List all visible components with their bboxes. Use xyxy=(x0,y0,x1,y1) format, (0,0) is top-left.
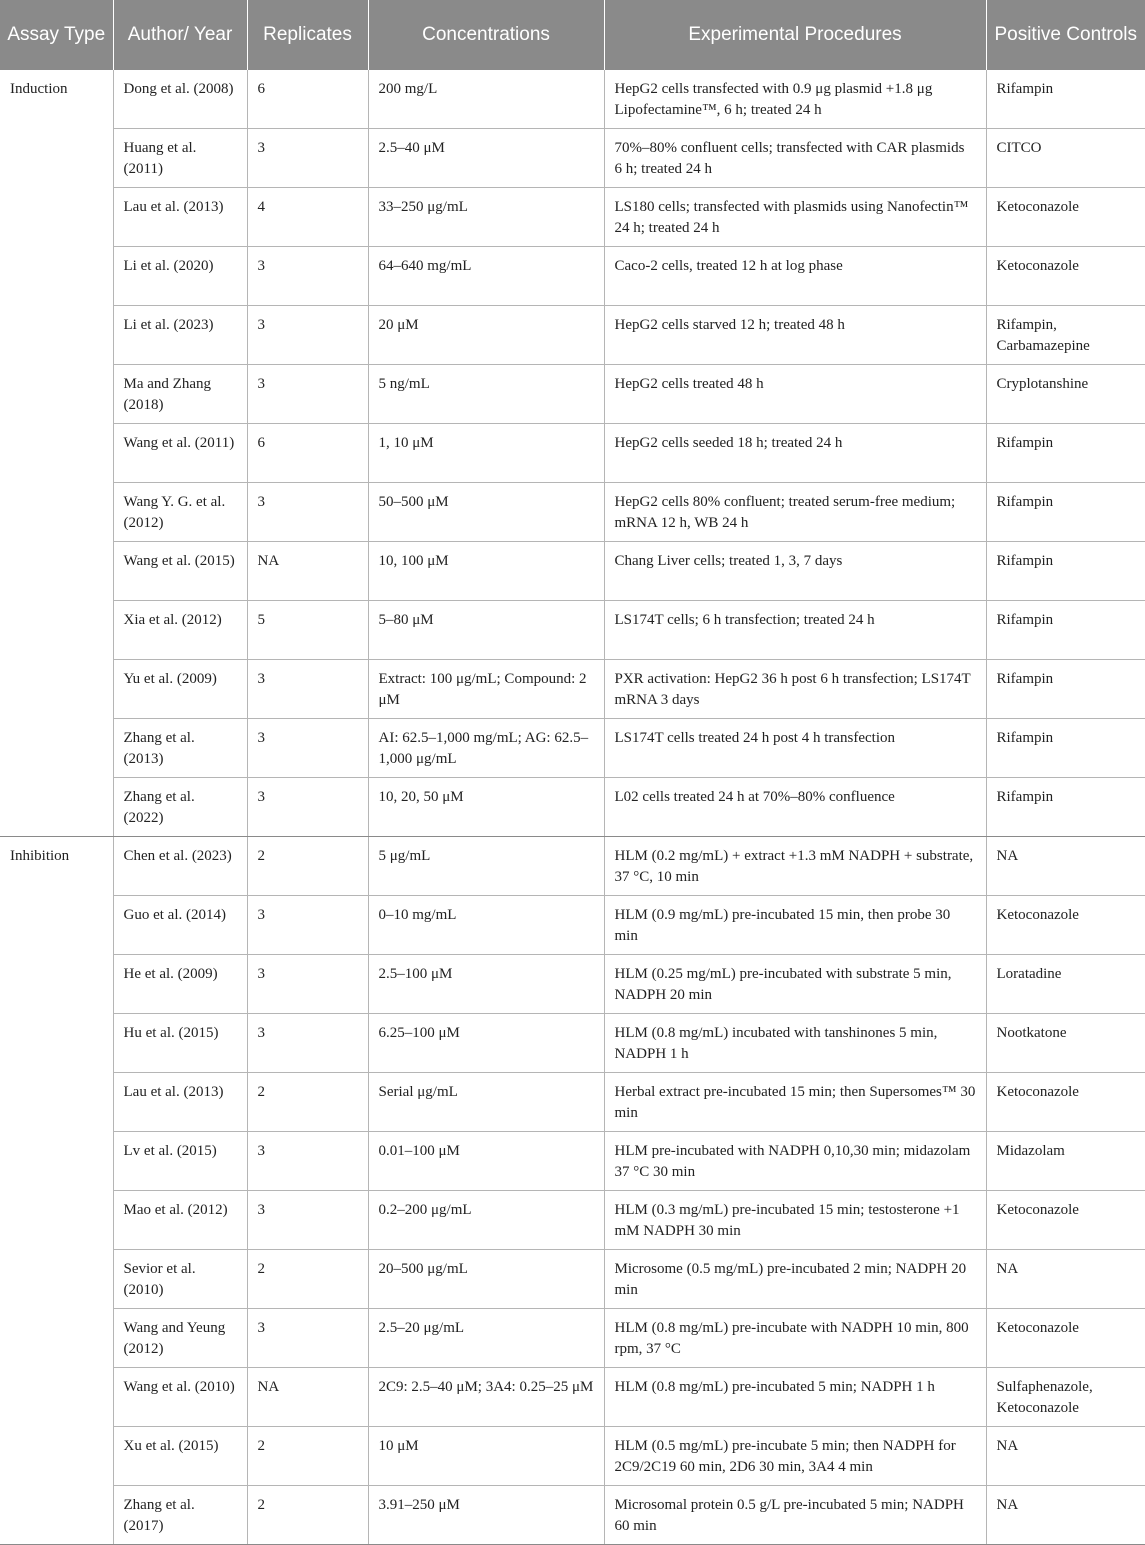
concentrations-cell: 0–10 mg/mL xyxy=(368,896,604,955)
controls-cell: Ketoconazole xyxy=(986,1191,1145,1250)
author-cell: Zhang et al. (2022) xyxy=(113,778,247,837)
procedures-cell: HepG2 cells transfected with 0.9 μg plasmid +1.8 μg Lipofectamine™, 6 h; treated 24 h xyxy=(604,70,986,129)
concentrations-cell: 3.91–250 μM xyxy=(368,1486,604,1545)
author-cell: Lau et al. (2013) xyxy=(113,1073,247,1132)
replicates-cell: 3 xyxy=(247,1014,368,1073)
controls-cell: Rifampin xyxy=(986,483,1145,542)
procedures-cell: HLM (0.5 mg/mL) pre-incubate 5 min; then NADPH for 2C9/2C19 60 min, 2D6 30 min, 3A4 4 min xyxy=(604,1427,986,1486)
author-cell: Wang and Yeung (2012) xyxy=(113,1309,247,1368)
procedures-cell: L02 cells treated 24 h at 70%–80% confluence xyxy=(604,778,986,837)
author-cell: Li et al. (2020) xyxy=(113,247,247,306)
procedures-cell: HepG2 cells treated 48 h xyxy=(604,365,986,424)
header-author-year: Author/ Year xyxy=(113,0,247,70)
replicates-cell: NA xyxy=(247,542,368,601)
concentrations-cell: 64–640 mg/mL xyxy=(368,247,604,306)
controls-cell: NA xyxy=(986,837,1145,896)
concentrations-cell: 2.5–20 μg/mL xyxy=(368,1309,604,1368)
concentrations-cell: 5 μg/mL xyxy=(368,837,604,896)
author-cell: Wang et al. (2010) xyxy=(113,1368,247,1427)
replicates-cell: 3 xyxy=(247,896,368,955)
table-row xyxy=(0,483,1145,542)
header-assay-type: Assay Type xyxy=(0,0,113,70)
table-header xyxy=(0,0,1145,70)
controls-cell: Rifampin xyxy=(986,601,1145,660)
procedures-cell: HLM (0.8 mg/mL) pre-incubated 5 min; NADPH 1 h xyxy=(604,1368,986,1427)
header-experimental-procedures: Experimental Procedures xyxy=(604,0,986,70)
assay-type-cell: Inhibition xyxy=(0,837,113,1545)
procedures-cell: Microsome (0.5 mg/mL) pre-incubated 2 min; NADPH 20 min xyxy=(604,1250,986,1309)
author-cell: Yu et al. (2009) xyxy=(113,660,247,719)
procedures-cell: HLM (0.25 mg/mL) pre-incubated with substrate 5 min, NADPH 20 min xyxy=(604,955,986,1014)
table-row xyxy=(0,542,1145,601)
replicates-cell: 2 xyxy=(247,1427,368,1486)
author-cell: Xu et al. (2015) xyxy=(113,1427,247,1486)
replicates-cell: 3 xyxy=(247,306,368,365)
procedures-cell: Microsomal protein 0.5 g/L pre-incubated 5 min; NADPH 60 min xyxy=(604,1486,986,1545)
header-replicates: Replicates xyxy=(247,0,368,70)
table-row xyxy=(0,837,1145,896)
controls-cell: Cryplotanshine xyxy=(986,365,1145,424)
author-cell: Lv et al. (2015) xyxy=(113,1132,247,1191)
replicates-cell: NA xyxy=(247,1368,368,1427)
concentrations-cell: 5–80 μM xyxy=(368,601,604,660)
replicates-cell: 2 xyxy=(247,837,368,896)
concentrations-cell: 6.25–100 μM xyxy=(368,1014,604,1073)
author-cell: Huang et al. (2011) xyxy=(113,129,247,188)
procedures-cell: HLM (0.2 mg/mL) + extract +1.3 mM NADPH + substrate, 37 °C, 10 min xyxy=(604,837,986,896)
replicates-cell: 3 xyxy=(247,247,368,306)
controls-cell: Rifampin, Carbamazepine xyxy=(986,306,1145,365)
author-cell: Zhang et al. (2017) xyxy=(113,1486,247,1545)
table-row xyxy=(0,778,1145,837)
assay-type-cell: Induction xyxy=(0,70,113,837)
concentrations-cell: 200 mg/L xyxy=(368,70,604,129)
procedures-cell: 70%–80% confluent cells; transfected with CAR plasmids 6 h; treated 24 h xyxy=(604,129,986,188)
replicates-cell: 3 xyxy=(247,129,368,188)
table-row xyxy=(0,129,1145,188)
controls-cell: Rifampin xyxy=(986,424,1145,483)
concentrations-cell: 20–500 μg/mL xyxy=(368,1250,604,1309)
author-cell: Li et al. (2023) xyxy=(113,306,247,365)
controls-cell: Rifampin xyxy=(986,542,1145,601)
table-row xyxy=(0,365,1145,424)
procedures-cell: LS180 cells; transfected with plasmids using Nanofectin™ 24 h; treated 24 h xyxy=(604,188,986,247)
table-row xyxy=(0,424,1145,483)
author-cell: Chen et al. (2023) xyxy=(113,837,247,896)
author-cell: Xia et al. (2012) xyxy=(113,601,247,660)
author-cell: Wang et al. (2011) xyxy=(113,424,247,483)
table-row xyxy=(0,896,1145,955)
concentrations-cell: 10, 100 μM xyxy=(368,542,604,601)
author-cell: Dong et al. (2008) xyxy=(113,70,247,129)
controls-cell: Nootkatone xyxy=(986,1014,1145,1073)
author-cell: Zhang et al. (2013) xyxy=(113,719,247,778)
controls-cell: Ketoconazole xyxy=(986,1073,1145,1132)
concentrations-cell: Extract: 100 μg/mL; Compound: 2 μM xyxy=(368,660,604,719)
replicates-cell: 3 xyxy=(247,1191,368,1250)
procedures-cell: Herbal extract pre-incubated 15 min; then Supersomes™ 30 min xyxy=(604,1073,986,1132)
table-row xyxy=(0,1132,1145,1191)
replicates-cell: 3 xyxy=(247,955,368,1014)
controls-cell: Ketoconazole xyxy=(986,1309,1145,1368)
concentrations-cell: 10, 20, 50 μM xyxy=(368,778,604,837)
controls-cell: Ketoconazole xyxy=(986,188,1145,247)
replicates-cell: 5 xyxy=(247,601,368,660)
replicates-cell: 6 xyxy=(247,70,368,129)
replicates-cell: 3 xyxy=(247,719,368,778)
concentrations-cell: 2.5–100 μM xyxy=(368,955,604,1014)
author-cell: Wang Y. G. et al. (2012) xyxy=(113,483,247,542)
table-row xyxy=(0,1250,1145,1309)
procedures-cell: PXR activation: HepG2 36 h post 6 h transfection; LS174T mRNA 3 days xyxy=(604,660,986,719)
concentrations-cell: 20 μM xyxy=(368,306,604,365)
table-row xyxy=(0,1486,1145,1545)
table-row xyxy=(0,70,1145,129)
replicates-cell: 3 xyxy=(247,660,368,719)
procedures-cell: Caco-2 cells, treated 12 h at log phase xyxy=(604,247,986,306)
controls-cell: Sulfaphenazole, Ketoconazole xyxy=(986,1368,1145,1427)
replicates-cell: 3 xyxy=(247,365,368,424)
table-body xyxy=(0,70,1145,1545)
controls-cell: Midazolam xyxy=(986,1132,1145,1191)
replicates-cell: 4 xyxy=(247,188,368,247)
controls-cell: Ketoconazole xyxy=(986,896,1145,955)
author-cell: Hu et al. (2015) xyxy=(113,1014,247,1073)
author-cell: Lau et al. (2013) xyxy=(113,188,247,247)
controls-cell: Rifampin xyxy=(986,70,1145,129)
procedures-cell: HepG2 cells starved 12 h; treated 48 h xyxy=(604,306,986,365)
table-row xyxy=(0,1368,1145,1427)
procedures-cell: HLM pre-incubated with NADPH 0,10,30 min; midazolam 37 °C 30 min xyxy=(604,1132,986,1191)
procedures-cell: HLM (0.8 mg/mL) incubated with tanshinones 5 min, NADPH 1 h xyxy=(604,1014,986,1073)
concentrations-cell: 33–250 μg/mL xyxy=(368,188,604,247)
table-row xyxy=(0,719,1145,778)
controls-cell: NA xyxy=(986,1427,1145,1486)
table-row xyxy=(0,247,1145,306)
procedures-cell: LS174T cells; 6 h transfection; treated 24 h xyxy=(604,601,986,660)
header-row xyxy=(0,0,1145,70)
table-row xyxy=(0,306,1145,365)
table-row xyxy=(0,1014,1145,1073)
concentrations-cell: 0.01–100 μM xyxy=(368,1132,604,1191)
replicates-cell: 3 xyxy=(247,483,368,542)
concentrations-cell: Serial μg/mL xyxy=(368,1073,604,1132)
controls-cell: Ketoconazole xyxy=(986,247,1145,306)
concentrations-cell: 50–500 μM xyxy=(368,483,604,542)
author-cell: Wang et al. (2015) xyxy=(113,542,247,601)
author-cell: Ma and Zhang (2018) xyxy=(113,365,247,424)
author-cell: Sevior et al. (2010) xyxy=(113,1250,247,1309)
replicates-cell: 3 xyxy=(247,1309,368,1368)
table-row xyxy=(0,1073,1145,1132)
concentrations-cell: 1, 10 μM xyxy=(368,424,604,483)
concentrations-cell: 0.2–200 μg/mL xyxy=(368,1191,604,1250)
controls-cell: Rifampin xyxy=(986,778,1145,837)
procedures-cell: HLM (0.8 mg/mL) pre-incubate with NADPH 10 min, 800 rpm, 37 °C xyxy=(604,1309,986,1368)
concentrations-cell: AI: 62.5–1,000 mg/mL; AG: 62.5–1,000 μg/mL xyxy=(368,719,604,778)
author-cell: Guo et al. (2014) xyxy=(113,896,247,955)
procedures-cell: HepG2 cells 80% confluent; treated serum-free medium; mRNA 12 h, WB 24 h xyxy=(604,483,986,542)
replicates-cell: 3 xyxy=(247,1132,368,1191)
table-row xyxy=(0,188,1145,247)
replicates-cell: 2 xyxy=(247,1486,368,1545)
procedures-cell: Chang Liver cells; treated 1, 3, 7 days xyxy=(604,542,986,601)
procedures-cell: HepG2 cells seeded 18 h; treated 24 h xyxy=(604,424,986,483)
table-row xyxy=(0,1309,1145,1368)
replicates-cell: 2 xyxy=(247,1073,368,1132)
table-row xyxy=(0,1427,1145,1486)
controls-cell: CITCO xyxy=(986,129,1145,188)
replicates-cell: 6 xyxy=(247,424,368,483)
author-cell: Mao et al. (2012) xyxy=(113,1191,247,1250)
table-row xyxy=(0,660,1145,719)
procedures-cell: HLM (0.9 mg/mL) pre-incubated 15 min, then probe 30 min xyxy=(604,896,986,955)
concentrations-cell: 2C9: 2.5–40 μM; 3A4: 0.25–25 μM xyxy=(368,1368,604,1427)
author-cell: He et al. (2009) xyxy=(113,955,247,1014)
controls-cell: Rifampin xyxy=(986,719,1145,778)
replicates-cell: 2 xyxy=(247,1250,368,1309)
controls-cell: NA xyxy=(986,1486,1145,1545)
concentrations-cell: 10 μM xyxy=(368,1427,604,1486)
header-positive-controls: Positive Controls xyxy=(986,0,1145,70)
procedures-cell: LS174T cells treated 24 h post 4 h transfection xyxy=(604,719,986,778)
controls-cell: NA xyxy=(986,1250,1145,1309)
header-concentrations: Concentrations xyxy=(368,0,604,70)
controls-cell: Rifampin xyxy=(986,660,1145,719)
replicates-cell: 3 xyxy=(247,778,368,837)
controls-cell: Loratadine xyxy=(986,955,1145,1014)
table-row xyxy=(0,1191,1145,1250)
table-row xyxy=(0,601,1145,660)
procedures-cell: HLM (0.3 mg/mL) pre-incubated 15 min; testosterone +1 mM NADPH 30 min xyxy=(604,1191,986,1250)
concentrations-cell: 2.5–40 μM xyxy=(368,129,604,188)
concentrations-cell: 5 ng/mL xyxy=(368,365,604,424)
table-row xyxy=(0,955,1145,1014)
